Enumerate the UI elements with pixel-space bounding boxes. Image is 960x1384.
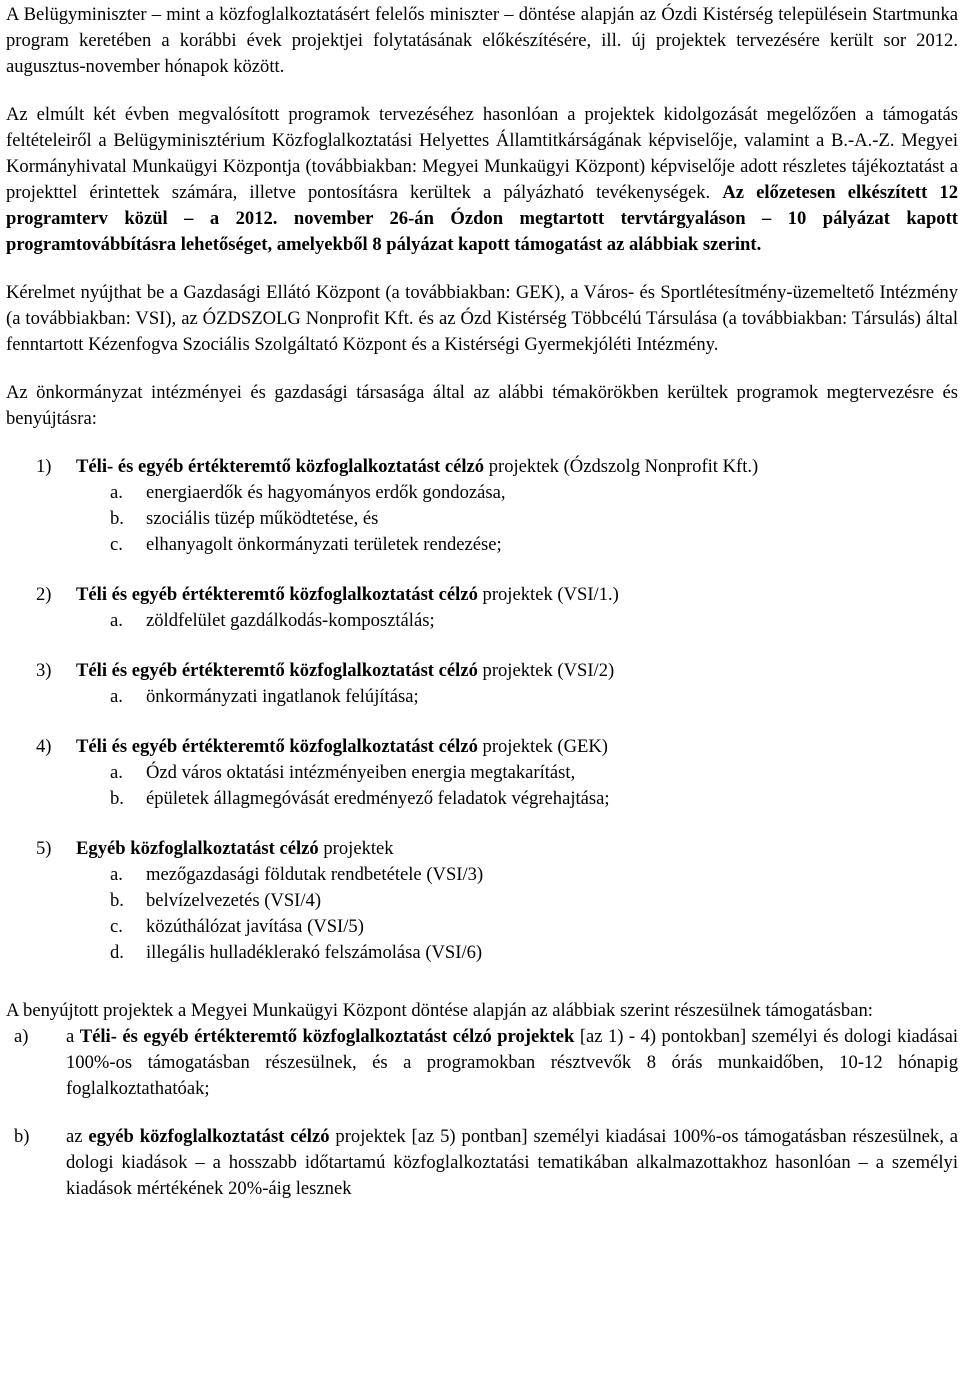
program-title-bold: Téli és egyéb értékteremtő közfoglalkoztatást célzó xyxy=(76,584,478,605)
program-subitem xyxy=(6,608,958,634)
program-list xyxy=(6,454,958,966)
program-subitem xyxy=(6,914,958,940)
program-subitem xyxy=(6,888,958,914)
program-subitem xyxy=(6,786,958,812)
subitem-text: Ózd város oktatási intézményeiben energia megtakarítást, xyxy=(146,762,576,783)
intro-paragraph: A Belügyminiszter – mint a közfoglalkoztatásért felelős miniszter – döntése alapján az Ózdi Kistérség településein Startmunka program keretében a korábbi évek projektjei folytatásának előkészítésére, ill. új projektek tervezésére került sor 2012. augusztus-november hónapok között. xyxy=(6,4,958,77)
support-item xyxy=(6,1024,958,1102)
subitem-text: szociális tüzép működtetése, és xyxy=(146,508,379,529)
program-title xyxy=(76,454,958,480)
subitem-letter: a. xyxy=(110,610,123,631)
topics-intro-paragraph: Az önkormányzat intézményei és gazdasági társasága által az alábbi témakörökben kerültek programok megtervezésre és benyújtásra: xyxy=(6,382,958,429)
support-pre: az xyxy=(66,1126,89,1147)
subitem-text: épületek állagmegóvását eredményező feladatok végrehajtása; xyxy=(146,788,610,809)
program-number: 3) xyxy=(36,660,52,681)
program-subitems xyxy=(6,862,958,966)
subitem-letter: b. xyxy=(110,890,124,911)
program-item xyxy=(6,836,958,966)
program-title xyxy=(76,734,958,760)
program-title-rest: projektek (VSI/2) xyxy=(477,660,615,681)
background-text: Az elmúlt két évben megvalósított programok tervezéséhez hasonlóan a projektek kidolgozását megelőzően a támogatás feltételeiről a Belügyminisztérium Közfoglalkoztatási Helyettes Államtitkárságának képviselője, valamint a B.-A.-Z. Megyei Kormányhivatal Munkaügyi Központja (továbbiakban: Megyei Munkaügyi Központ) képviselője adott részletes tájékoztatást a projekttel érintettek számára, illetve pontosításra kerültek a pályázható tevékenységek. xyxy=(6,104,958,203)
program-title-bold: Téli és egyéb értékteremtő közfoglalkoztatást célzó xyxy=(76,660,478,681)
subitem-letter: c. xyxy=(110,534,123,555)
subitem-letter: d. xyxy=(110,942,124,963)
subitem-text: belvízelvezetés (VSI/4) xyxy=(146,890,322,911)
subitem-text: mezőgazdasági földutak rendbetétele (VSI/3) xyxy=(146,864,484,885)
background-bold-text: Az előzetesen elkészített 12 programterv közül – a 2012. november 26-án Ózdon megtartott tervtárgyaláson – 10 pályázat kapott programtovábbításra lehetőséget, amelyekből 8 pályázat kapott támogatást az alábbiak szerint. xyxy=(6,182,958,255)
subitem-letter: a. xyxy=(110,864,123,885)
program-subitem xyxy=(6,862,958,888)
subitem-text: közúthálózat javítása (VSI/5) xyxy=(146,916,364,937)
support-bold: Téli- és egyéb értékteremtő közfoglalkoztatást célzó projektek xyxy=(79,1026,575,1047)
program-item xyxy=(6,454,958,558)
program-subitems xyxy=(6,684,958,710)
program-number: 1) xyxy=(36,456,52,477)
support-text xyxy=(66,1124,958,1202)
program-number: 5) xyxy=(36,838,52,859)
program-subitems xyxy=(6,480,958,558)
support-text xyxy=(66,1024,958,1102)
subitem-text: zöldfelület gazdálkodás-komposztálás; xyxy=(146,610,435,631)
subitem-letter: b. xyxy=(110,508,124,529)
program-title-rest: projektek (Ózdszolg Nonprofit Kft.) xyxy=(484,456,759,477)
program-title-bold: Téli és egyéb értékteremtő közfoglalkoztatást célzó xyxy=(76,736,478,757)
program-number: 4) xyxy=(36,736,52,757)
support-bold: egyéb közfoglalkoztatást célzó xyxy=(88,1126,330,1147)
support-rest: [az 1) - 4) pontokban] személyi és dologi kiadásai 100%-os támogatásban részesülnek, és a programokban résztvevők 8 órás munkaidőben, 10-12 hónapig foglalkoztathatóak; xyxy=(66,1026,959,1099)
program-title-rest: projektek (GEK) xyxy=(477,736,608,757)
subitem-letter: c. xyxy=(110,916,123,937)
program-subitem xyxy=(6,940,958,966)
support-rest: projektek [az 5) pontban] személyi kiadásai 100%-os támogatásban részesülnek, a dologi kiadások – a hosszabb időtartamú közfoglalkoztatási tematikában alkalmazottakhoz hasonlóan – a személyi kiadások mértékének 20%-áig lesznek xyxy=(66,1126,959,1199)
subitem-letter: b. xyxy=(110,788,124,809)
support-item xyxy=(6,1124,958,1202)
program-subitem xyxy=(6,532,958,558)
program-title xyxy=(76,658,958,684)
subitem-text: önkormányzati ingatlanok felújítása; xyxy=(146,686,419,707)
program-item xyxy=(6,582,958,634)
applicants-paragraph: Kérelmet nyújthat be a Gazdasági Ellátó Központ (a továbbiakban: GEK), a Város- és Sportlétesítmény-üzemeltető Intézmény (a továbbiakban: VSI), az ÓZDSZOLG Nonprofit Kft. és az Ózd Kistérség Többcélú Társulása (a továbbiakban: Társulás) által fenntartott Kézenfogva Szociális Szolgáltató Központ és a Kistérségi Gyermekjóléti Intézmény. xyxy=(6,282,958,355)
decision-paragraph: A benyújtott projektek a Megyei Munkaügyi Központ döntése alapján az alábbiak szerint részesülnek támogatásban: xyxy=(6,1000,873,1021)
program-subitem xyxy=(6,480,958,506)
support-letter: b) xyxy=(14,1126,30,1147)
program-subitem xyxy=(6,684,958,710)
subitem-text: energiaerdők és hagyományos erdők gondozása, xyxy=(146,482,506,503)
program-title-bold: Téli- és egyéb értékteremtő közfoglalkoztatást célzó xyxy=(76,456,485,477)
subitem-letter: a. xyxy=(110,762,123,783)
background-paragraph xyxy=(6,102,958,258)
document-page xyxy=(6,2,958,1202)
program-subitem xyxy=(6,506,958,532)
program-subitems xyxy=(6,760,958,812)
program-title-rest: projektek (VSI/1.) xyxy=(477,584,619,605)
support-letter: a) xyxy=(14,1026,29,1047)
program-subitem xyxy=(6,760,958,786)
program-subitems xyxy=(6,608,958,634)
program-title xyxy=(76,836,958,862)
subitem-letter: a. xyxy=(110,686,123,707)
program-title-bold: Egyéb közfoglalkoztatást célzó xyxy=(76,838,319,859)
subitem-text: illegális hulladéklerakó felszámolása (VSI/6) xyxy=(146,942,483,963)
program-item xyxy=(6,734,958,812)
program-item xyxy=(6,658,958,710)
support-pre: a xyxy=(66,1026,80,1047)
program-title xyxy=(76,582,958,608)
program-number: 2) xyxy=(36,584,52,605)
subitem-letter: a. xyxy=(110,482,123,503)
program-title-rest: projektek xyxy=(318,838,394,859)
subitem-text: elhanyagolt önkormányzati területek rendezése; xyxy=(146,534,502,555)
support-list xyxy=(6,1024,958,1202)
